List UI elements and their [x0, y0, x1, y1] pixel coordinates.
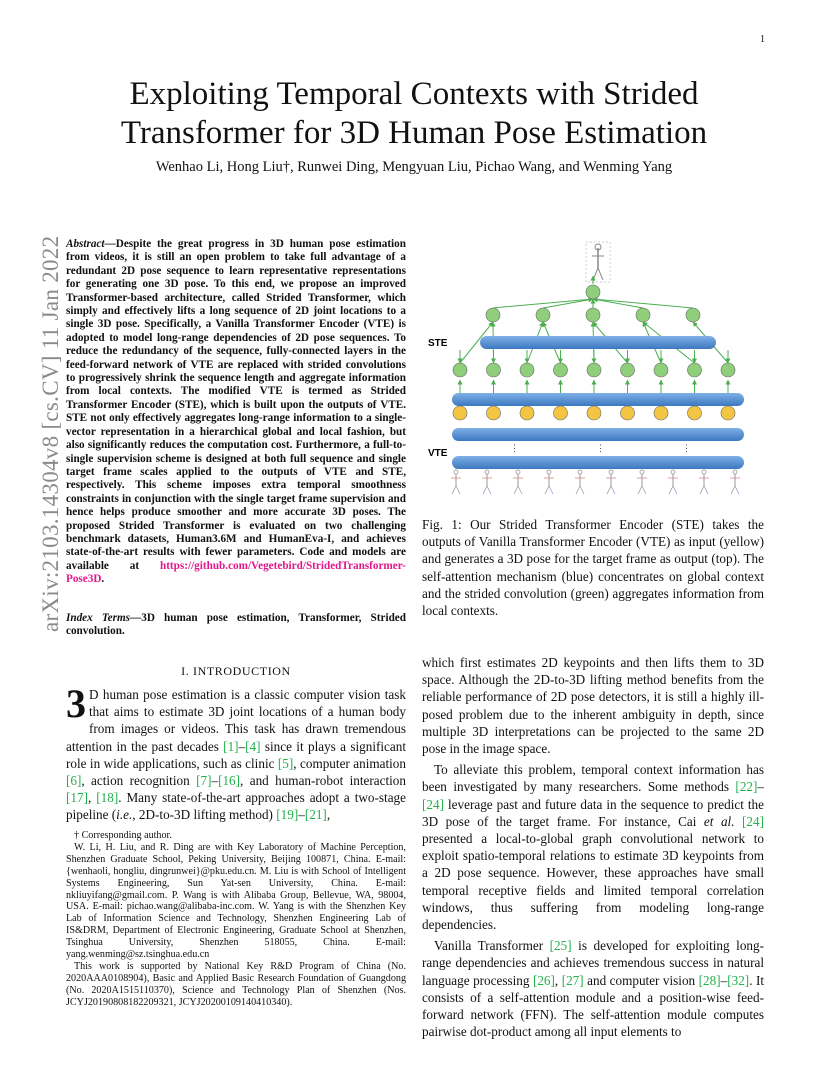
input-pose-head	[609, 470, 613, 474]
citation[interactable]: [17]	[66, 790, 88, 806]
attention-bar	[452, 428, 744, 441]
right-column-text	[422, 654, 764, 1044]
ellipsis: ⋮	[596, 443, 605, 453]
section-heading: I. INTRODUCTION	[181, 664, 291, 678]
index-terms-text: —3D human pose estimation, Transformer, Strided convolution.	[66, 612, 406, 638]
token-node	[587, 406, 601, 420]
attention-bar	[480, 336, 716, 349]
right-paragraph-3	[422, 937, 764, 1040]
token-node	[621, 363, 635, 377]
input-pose-leg	[669, 486, 673, 494]
body-text: To alleviate this problem, temporal context information has been investigated by many researchers. Some methods	[422, 762, 764, 795]
body-text: and computer vision	[583, 972, 699, 988]
title-line-2: Transformer for 3D Human Pose Estimation	[120, 115, 708, 151]
token-node	[487, 363, 501, 377]
citation[interactable]: [24]	[742, 813, 765, 829]
citation[interactable]: [18]	[96, 790, 119, 806]
input-pose-leg	[580, 486, 584, 494]
intro-text: , computer animation	[293, 755, 406, 771]
token-node	[688, 406, 702, 420]
body-text: leverage past and future data in the sequence to predict the 3D pose of the target frame. For instance, Cai	[422, 796, 764, 829]
input-pose-head	[640, 470, 644, 474]
footnote-corresponding: † Corresponding author.	[74, 830, 172, 841]
token-node	[536, 308, 550, 322]
token-node	[554, 406, 568, 420]
conv-arrow	[593, 299, 643, 308]
input-pose-leg	[576, 486, 580, 494]
token-node	[520, 363, 534, 377]
citation[interactable]: [22]	[735, 779, 758, 795]
token-node	[587, 363, 601, 377]
body-text: . It consists of a self-attention module and a position-wise feed-forward network (FFN). The self-attention module computes pairwise dot-product among all input elements to	[422, 972, 765, 1040]
output-pose-icon	[586, 242, 610, 282]
conv-arrow	[493, 299, 593, 308]
intro-text: ,	[326, 807, 331, 823]
intro-text: . Many state-of-the-art approaches adopt a two-stage pipeline (	[66, 790, 406, 823]
body-text	[735, 814, 743, 829]
citation[interactable]: [7]	[196, 773, 212, 789]
input-pose-leg	[487, 486, 491, 494]
input-pose-leg	[673, 486, 677, 494]
citation[interactable]: [32]	[727, 972, 750, 988]
intro-text: D human pose estimation is a classic computer vision task that aims to estimate 3D joint locations of a human body from images or videos. This task has drawn tremendous attention in the past decades	[66, 687, 406, 754]
ellipsis: ⋮	[510, 443, 519, 453]
body-text: is developed for exploiting long-range dependencies and achieves tremendous success in natural language processing	[422, 938, 764, 988]
input-pose-leg	[735, 486, 739, 494]
figure-caption: Fig. 1: Our Strided Transformer Encoder (STE) takes the outputs of Vanilla Transformer Encoder (VTE) as input (yellow) and generates a 3D pose for the target frame as output (top). The self-attention mechanism (blue) concentrates on global context and the strided convolution (green) aggregates information from local contexts.	[422, 517, 764, 619]
arxiv-identifier: arXiv:2103.14304v8 [cs.CV] 11 Jan 2022	[38, 235, 63, 632]
conv-arrow	[543, 299, 593, 308]
citation[interactable]: [1]	[223, 738, 239, 754]
input-pose-head	[671, 470, 675, 474]
abstract-label: Abstract	[66, 238, 105, 250]
footnotes	[66, 830, 406, 1009]
intro-text: –	[211, 773, 219, 789]
input-pose-head	[578, 470, 582, 474]
token-node	[621, 406, 635, 420]
abstract	[66, 238, 406, 587]
token-node	[487, 406, 501, 420]
token-node	[721, 363, 735, 377]
input-pose-leg	[483, 486, 487, 494]
body-text: Vanilla Transformer	[434, 938, 550, 954]
input-pose-leg	[638, 486, 642, 494]
token-node	[654, 406, 668, 420]
input-pose-head	[547, 470, 551, 474]
citation[interactable]: [5]	[277, 755, 294, 771]
input-pose-leg	[456, 486, 460, 494]
footnote-funding: This work is supported by National Key R&D Program of China (No. 2020AAA0108904), Basic and Applied Basic Research Foundation of Guangdong (No. 2020A1515110370), Science and Technology Plan of Shenzhen (Nos. JCYJ20190808182209321, JCYJ20200109140410340).	[66, 960, 406, 1008]
token-node	[636, 308, 650, 322]
token-node	[486, 308, 500, 322]
abstract-text: —Despite the great progress in 3D human pose estimation from videos, it is still an open problem to take full advantage of a redundant 2D pose sequence to learn representative representations for generating one 3D pose. To this end, we propose an improved Transformer-based architecture, called Strided Transformer, which simply and effectively lifts a long sequence of 2D joint locations to a single 3D pose. Specifically, a Vanilla Transformer Encoder (VTE) is adopted to model long-range dependencies of 2D pose sequences. To reduce the redundancy of the sequence, fully-connected layers in the feed-forward network of VTE are replaced with strided convolutions to progressively shrink the sequence length and aggregate information from local contexts. The modified VTE is termed as Strided Transformer Encoder (STE), which is built upon the outputs of VTE. STE not only effectively aggregates long-range information to a single-vector representation in a hierarchical global and local fashion, but also significantly reduces the computation cost. Furthermore, a full-to-single supervision scheme is designed at both full sequence and single target frame scales applied to the outputs of VTE and STE, respectively. This scheme imposes extra temporal smoothness constraints in conjunction with the single target frame supervision and hence helps produce smoother and more accurate 3D poses. The proposed Strided Transformer is evaluated on two challenging benchmark datasets, Human3.6M and HumanEva-I, and achieves state-of-the-art results with fewer parameters. Code and models are available at	[66, 238, 406, 572]
citation[interactable]: [24]	[422, 796, 444, 812]
input-pose-leg	[611, 486, 615, 494]
drop-cap: 3	[66, 681, 86, 726]
input-pose-head	[485, 470, 489, 474]
input-pose-leg	[452, 486, 456, 494]
intro-text: since it plays a significant role in wide applications, such as clinic	[66, 738, 406, 771]
right-paragraph-2	[422, 761, 764, 933]
title-line-1: Exploiting Temporal Contexts with Strided	[129, 76, 699, 112]
input-pose-leg	[704, 486, 708, 494]
input-pose-leg	[545, 486, 549, 494]
token-node	[520, 406, 534, 420]
token-node	[586, 285, 600, 299]
token-node	[654, 363, 668, 377]
input-pose-leg	[700, 486, 704, 494]
citation[interactable]: [26]	[532, 972, 555, 988]
intro-paragraph	[66, 681, 406, 824]
citation[interactable]: [25]	[549, 938, 572, 954]
intro-text: ,	[87, 790, 97, 806]
index-terms	[66, 612, 406, 639]
input-pose-head	[733, 470, 737, 474]
architecture-diagram	[420, 238, 765, 508]
input-pose-head	[702, 470, 706, 474]
token-node	[453, 406, 467, 420]
citation[interactable]: [21]	[304, 807, 327, 823]
attention-bar	[452, 393, 744, 406]
token-node	[453, 363, 467, 377]
body-text: –	[757, 779, 764, 795]
ste-label: STE	[428, 338, 448, 349]
token-node	[586, 308, 600, 322]
token-node	[688, 363, 702, 377]
abstract-end: .	[101, 573, 105, 586]
input-pose-leg	[549, 486, 553, 494]
intro-text: , action recognition	[81, 773, 197, 789]
intro-text: i.e.	[116, 807, 133, 823]
citation[interactable]: [27]	[561, 972, 584, 988]
input-pose-leg	[514, 486, 518, 494]
body-text: et al.	[703, 813, 735, 829]
citation[interactable]: [6]	[66, 773, 82, 789]
token-node	[686, 308, 700, 322]
figure-1	[420, 238, 765, 508]
paper-title	[0, 75, 828, 153]
index-terms-label: Index Terms	[66, 612, 131, 624]
ellipsis: ⋮	[682, 443, 691, 453]
citation[interactable]: [4]	[245, 738, 261, 754]
intro-text: , and human-robot interaction	[240, 773, 406, 789]
intro-text: –	[298, 807, 305, 823]
token-node	[721, 406, 735, 420]
input-pose-leg	[642, 486, 646, 494]
footnote-affiliations: W. Li, H. Liu, and R. Ding are with Key Laboratory of Machine Perception, Shenzhen Graduate School, Peking University, Beijing 100871, China. E-mail: {wenhaoli, hongliu, dingrunwei}@pku.edu.cn. M. Liu is with School of Intelligent Systems Engineering, Sun Yat-sen University, China. E-mail: nkliuyifang@gmail.com. P. Wang is with Alibaba Group, Bellevue, WA, 98004, USA. E-mail: pichao.wang@alibaba-inc.com. W. Yang is with the Shenzhen Key Lab of Information Science and Technology, Shenzhen Engineering Lab of IS&DRM, Department of Electronic Engineering, Graduate School at Shenzhen, Tsinghua University, Shenzhen 518055, China. E-mail: yang.wenming@sz.tsinghua.edu.cn	[66, 841, 406, 961]
input-pose-leg	[731, 486, 735, 494]
body-text: presented a local-to-global graph convolutional network to exploit spatio-temporal relations to estimate 3D keypoints from a 2D pose sequence. However, these approaches have small temporal receptive fields and limited temporal correlation windows, thus suffering from modeling long-range dependencies.	[422, 831, 764, 933]
token-node	[554, 363, 568, 377]
code-link[interactable]: https://github.com/Vegetebird/StridedTransformer-Pose3D	[66, 559, 406, 586]
author-list: Wenhao Li, Hong Liu†, Runwei Ding, Mengyuan Liu, Pichao Wang, and Wenming Yang	[155, 159, 673, 175]
page-number: 1	[760, 34, 765, 45]
vte-label: VTE	[428, 448, 448, 459]
citation[interactable]: [28]	[698, 972, 721, 988]
input-pose-head	[516, 470, 520, 474]
body-text: –	[720, 972, 728, 988]
input-pose-leg	[518, 486, 522, 494]
body-text: ,	[554, 972, 562, 988]
input-pose-leg	[607, 486, 611, 494]
intro-text: –	[238, 738, 246, 754]
intro-text: , 2D-to-3D lifting method)	[132, 807, 277, 823]
input-pose-head	[454, 470, 458, 474]
citation[interactable]: [16]	[218, 773, 241, 789]
attention-bar	[452, 456, 744, 469]
citation[interactable]: [19]	[276, 807, 299, 823]
conv-arrow	[593, 299, 693, 308]
right-paragraph-1: which first estimates 2D keypoints and then lifts them to 3D space. Although the 2D-to-3D lifting method benefits from the reliable performance of 2D pose detectors, it is still a highly ill-posed problem due to the inherent ambiguity in depth, since multiple 3D interpretations can be projected to the same 2D pose in the image space.	[422, 655, 764, 757]
